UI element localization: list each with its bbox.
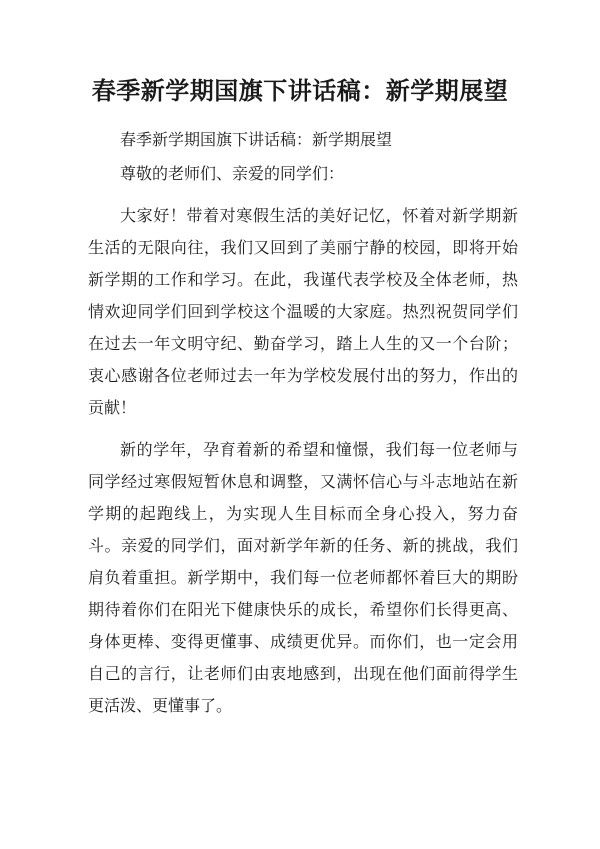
document-body <box>88 124 518 722</box>
body-paragraph-1: 大家好！带着对寒假生活的美好记忆，怀着对新学期新生活的无限向往，我们又回到了美丽宁静的校园，即将开始新学期的工作和学习。在此，我谨代表学校及全体老师，热情欢迎同学们回到学校这个温暖的大家庭。热烈祝贺同学们在过去一年文明守纪、勤奋学习，踏上人生的又一个台阶；衷心感谢各位老师过去一年为学校发展付出的努力，作出的贡献！ <box>88 206 518 417</box>
document-title: 春季新学期国旗下讲话稿：新学期展望 <box>91 76 509 105</box>
salutation-paragraph: 尊敬的老师们、亲爱的同学们： <box>120 164 345 183</box>
body-paragraph-2: 新的学年，孕育着新的希望和憧憬，我们每一位老师与同学经过寒假短暂休息和调整，又满怀信心与斗志地站在新学期的起跑线上，为实现人生目标而全身心投入，努力奋斗。亲爱的同学们，面对新学年新的任务、新的挑战，我们肩负着重担。新学期中，我们每一位老师都怀着巨大的期盼期待着你们在阳光下健康快乐的成长，希望你们长得更高、身体更棒、变得更懂事、成绩更优异。而你们，也一定会用自己的言行，让老师们由衷地感到，出现在他们面前得学生更活泼、更懂事了。 <box>88 440 518 715</box>
subtitle-paragraph: 春季新学期国旗下讲话稿：新学期展望 <box>120 130 393 149</box>
